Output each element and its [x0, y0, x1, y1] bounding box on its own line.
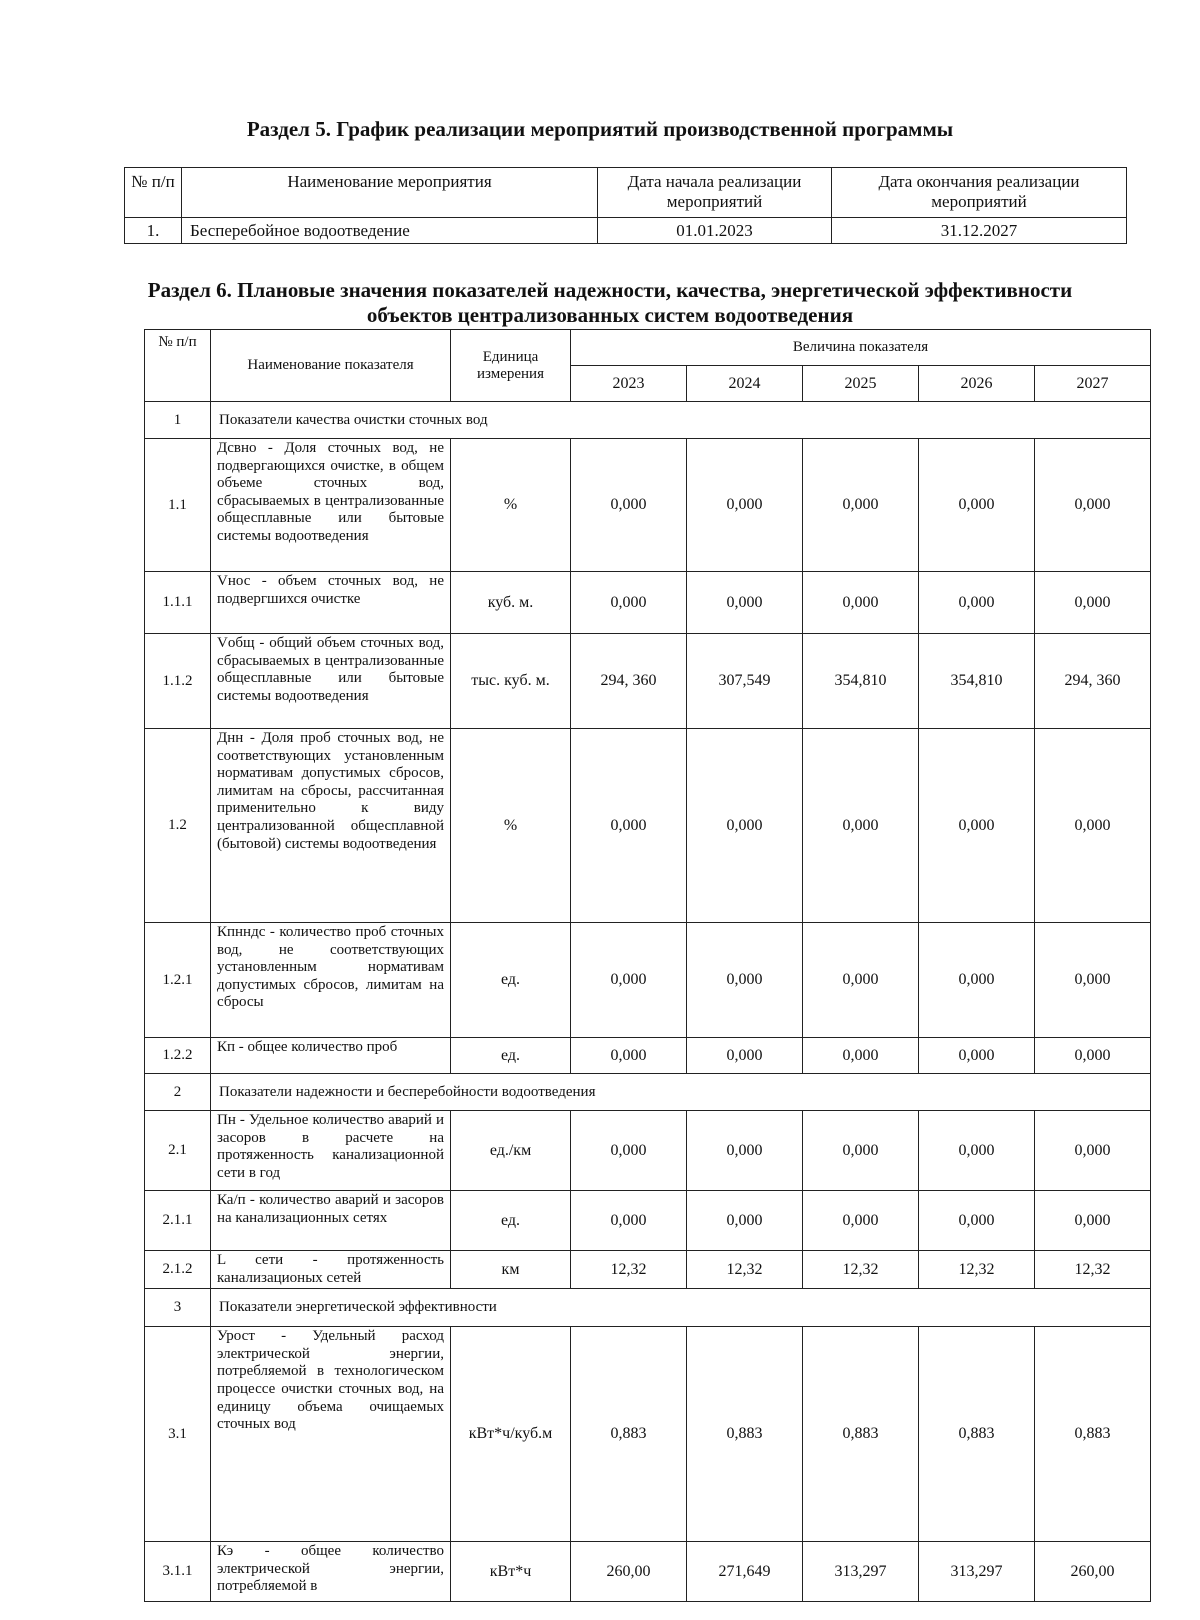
header-start-date: Дата начала реализации мероприятий — [598, 168, 832, 218]
header-indicator-name: Наименование показателя — [211, 330, 451, 402]
indicator-name: Дсвно - Доля сточных вод, не подвергающихся очистке, в общем объеме сточных вод, сбрасываемых в централизованные общесплавные или бытовые системы водоотведения — [211, 439, 451, 572]
indicator-value: 0,000 — [571, 1111, 687, 1191]
indicator-value: 260,00 — [571, 1542, 687, 1602]
section5-title: Раздел 5. График реализации мероприятий производственной программы — [246, 117, 954, 141]
indicator-name: Кпнндс - количество проб сточных вод, не соответствующих установленным нормативам допустимых сбросов, лимитам на сбросы — [211, 923, 451, 1038]
header-year: 2026 — [919, 366, 1035, 402]
table-row — [145, 439, 1151, 572]
indicator-value: 12,32 — [571, 1251, 687, 1289]
row-num: 2.1 — [145, 1111, 211, 1191]
indicator-unit: кВт*ч — [451, 1542, 571, 1602]
indicator-value: 0,000 — [803, 572, 919, 634]
row-num: 1. — [125, 218, 182, 244]
indicator-value: 294, 360 — [1035, 634, 1151, 729]
indicator-value: 307,549 — [687, 634, 803, 729]
indicator-value: 0,000 — [687, 1191, 803, 1251]
indicator-unit: ед./км — [451, 1111, 571, 1191]
indicator-value: 0,000 — [687, 923, 803, 1038]
indicator-value: 0,000 — [919, 1038, 1035, 1074]
indicator-value: 0,000 — [803, 1191, 919, 1251]
header-year: 2025 — [803, 366, 919, 402]
indicator-value: 0,000 — [1035, 439, 1151, 572]
header-num: № п/п — [145, 330, 211, 402]
section6-header-row — [145, 330, 1151, 366]
indicator-name: Ка/п - количество аварий и засоров на канализационных сетях — [211, 1191, 451, 1251]
indicator-value: 0,000 — [1035, 1038, 1151, 1074]
indicator-value: 12,32 — [919, 1251, 1035, 1289]
row-num: 1 — [145, 402, 211, 439]
indicator-value: 0,000 — [1035, 1191, 1151, 1251]
indicator-value: 0,000 — [687, 729, 803, 923]
indicator-value: 0,000 — [687, 1111, 803, 1191]
group-row — [145, 402, 1151, 439]
indicator-value: 260,00 — [1035, 1542, 1151, 1602]
header-year: 2024 — [687, 366, 803, 402]
indicator-name: Кп - общее количество проб — [211, 1038, 451, 1074]
group-name: Показатели качества очистки сточных вод — [211, 402, 1151, 439]
group-name: Показатели энергетической эффективности — [211, 1289, 1151, 1327]
table-row — [145, 572, 1151, 634]
table-row — [145, 1542, 1151, 1602]
indicator-value: 0,000 — [1035, 572, 1151, 634]
indicator-unit: ед. — [451, 1191, 571, 1251]
row-num: 1.1.1 — [145, 572, 211, 634]
row-num: 1.1 — [145, 439, 211, 572]
row-num: 1.2.1 — [145, 923, 211, 1038]
indicator-value: 0,000 — [919, 572, 1035, 634]
table-row — [145, 1251, 1151, 1289]
indicator-name: Днн - Доля проб сточных вод, не соответствующих установленным нормативам допустимых сбросов, лимитам на сбросы, рассчитанная применительно к виду централизованной общесплавной (бытовой) системы водоотведения — [211, 729, 451, 923]
indicator-name: Vобщ - общий объем сточных вод, сбрасываемых в централизованные общесплавные или бытовые системы водоотведения — [211, 634, 451, 729]
indicator-value: 294, 360 — [571, 634, 687, 729]
indicator-value: 0,000 — [571, 572, 687, 634]
indicator-value: 0,883 — [687, 1327, 803, 1542]
section6-body — [145, 402, 1151, 1602]
indicator-unit: км — [451, 1251, 571, 1289]
header-num: № п/п — [125, 168, 182, 218]
row-num: 1.2 — [145, 729, 211, 923]
indicator-value: 12,32 — [687, 1251, 803, 1289]
indicator-value: 0,000 — [687, 439, 803, 572]
indicator-unit: ед. — [451, 923, 571, 1038]
group-row — [145, 1289, 1151, 1327]
indicator-value: 12,32 — [803, 1251, 919, 1289]
indicator-unit: куб. м. — [451, 572, 571, 634]
indicator-value: 313,297 — [919, 1542, 1035, 1602]
header-year: 2023 — [571, 366, 687, 402]
indicator-value: 0,000 — [571, 729, 687, 923]
indicator-value: 12,32 — [1035, 1251, 1151, 1289]
indicator-value: 0,000 — [803, 1038, 919, 1074]
header-year: 2027 — [1035, 366, 1151, 402]
indicator-value: 0,883 — [1035, 1327, 1151, 1542]
indicator-value: 0,000 — [919, 439, 1035, 572]
table-row — [145, 729, 1151, 923]
header-event-name: Наименование мероприятия — [182, 168, 598, 218]
indicator-value: 0,000 — [803, 1111, 919, 1191]
header-unit: Единица измерения — [451, 330, 571, 402]
indicator-value: 313,297 — [803, 1542, 919, 1602]
header-end-date: Дата окончания реализации мероприятий — [832, 168, 1127, 218]
row-event-name: Бесперебойное водоотведение — [182, 218, 598, 244]
table-row — [145, 634, 1151, 729]
table-row — [145, 1038, 1151, 1074]
indicator-value: 0,000 — [1035, 1111, 1151, 1191]
indicator-name: Урост - Удельный расход электрической энергии, потребляемой в технологическом процессе очистки сточных вод, на единицу объема очищаемых сточных вод — [211, 1327, 451, 1542]
indicator-unit: % — [451, 439, 571, 572]
indicator-value: 0,000 — [919, 1111, 1035, 1191]
row-num: 3.1 — [145, 1327, 211, 1542]
row-end-date: 31.12.2027 — [832, 218, 1127, 244]
indicator-value: 0,000 — [571, 1038, 687, 1074]
indicator-value: 0,000 — [919, 1191, 1035, 1251]
section6-title: Раздел 6. Плановые значения показателей надежности, качества, энергетической эффективности объектов централизованных систем водоотведения — [147, 278, 1073, 327]
section6-table — [144, 329, 1151, 1602]
indicator-value: 354,810 — [919, 634, 1035, 729]
indicator-value: 0,883 — [803, 1327, 919, 1542]
indicator-value: 0,000 — [803, 439, 919, 572]
indicator-value: 0,883 — [571, 1327, 687, 1542]
row-num: 2.1.2 — [145, 1251, 211, 1289]
indicator-value: 0,000 — [803, 729, 919, 923]
indicator-value: 0,000 — [687, 1038, 803, 1074]
indicator-value: 0,000 — [687, 572, 803, 634]
row-num: 2 — [145, 1074, 211, 1111]
section5-header-row — [125, 168, 1127, 218]
indicator-value: 354,810 — [803, 634, 919, 729]
group-row — [145, 1074, 1151, 1111]
header-value: Величина показателя — [571, 330, 1151, 366]
indicator-unit: тыс. куб. м. — [451, 634, 571, 729]
indicator-value: 0,000 — [919, 923, 1035, 1038]
indicator-unit: % — [451, 729, 571, 923]
table-row — [145, 1191, 1151, 1251]
row-num: 1.1.2 — [145, 634, 211, 729]
indicator-value: 0,000 — [571, 1191, 687, 1251]
table-row — [145, 1327, 1151, 1542]
row-num: 3.1.1 — [145, 1542, 211, 1602]
indicator-value: 0,883 — [919, 1327, 1035, 1542]
table-row — [125, 218, 1127, 244]
table-row — [145, 923, 1151, 1038]
indicator-value: 0,000 — [1035, 729, 1151, 923]
indicator-value: 0,000 — [571, 439, 687, 572]
indicator-name: L сети - протяженность канализационых сетей — [211, 1251, 451, 1289]
row-num: 3 — [145, 1289, 211, 1327]
row-num: 2.1.1 — [145, 1191, 211, 1251]
indicator-name: Кэ - общее количество электрической энергии, потребляемой в — [211, 1542, 451, 1602]
row-num: 1.2.2 — [145, 1038, 211, 1074]
row-start-date: 01.01.2023 — [598, 218, 832, 244]
indicator-name: Vнос - объем сточных вод, не подвергшихся очистке — [211, 572, 451, 634]
group-name: Показатели надежности и бесперебойности водоотведения — [211, 1074, 1151, 1111]
indicator-unit: ед. — [451, 1038, 571, 1074]
table-row — [145, 1111, 1151, 1191]
indicator-value: 0,000 — [571, 923, 687, 1038]
indicator-value: 0,000 — [1035, 923, 1151, 1038]
indicator-unit: кВт*ч/куб.м — [451, 1327, 571, 1542]
indicator-value: 0,000 — [919, 729, 1035, 923]
indicator-value: 271,649 — [687, 1542, 803, 1602]
section5-table — [124, 167, 1127, 244]
indicator-value: 0,000 — [803, 923, 919, 1038]
indicator-name: Пн - Удельное количество аварий и засоров в расчете на протяженность канализационной сети в год — [211, 1111, 451, 1191]
